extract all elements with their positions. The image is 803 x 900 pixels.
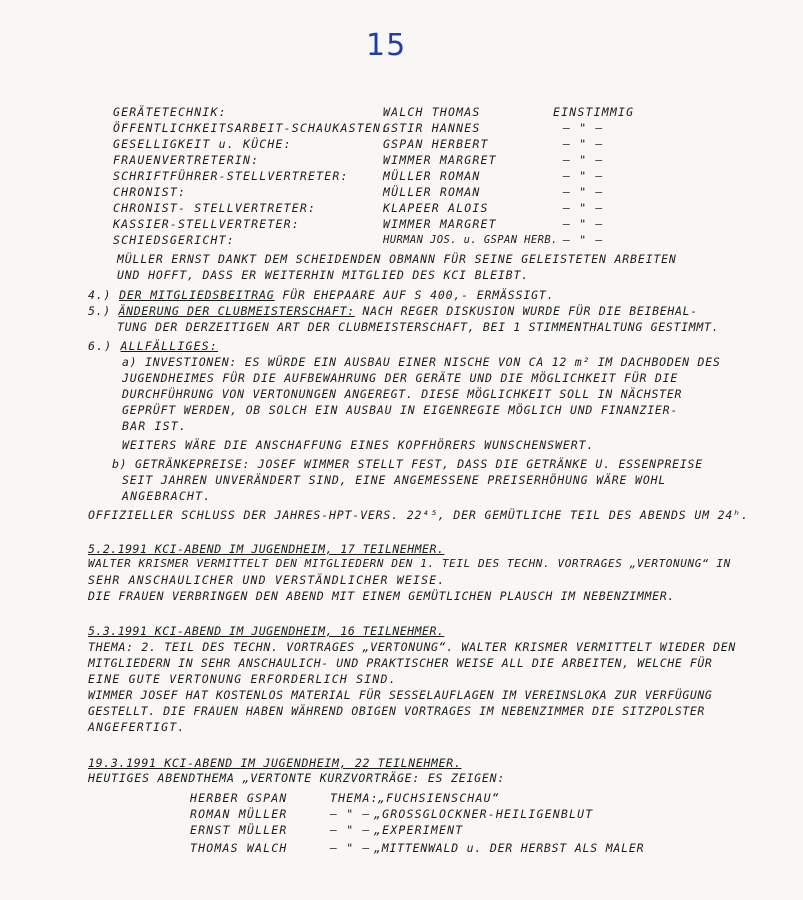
- role-label: CHRONIST- STELLVERTRETER:: [113, 201, 317, 215]
- role-label: GERÄTETECHNIK:: [113, 105, 227, 119]
- talk-presenter: ROMAN MÜLLER: [190, 807, 288, 821]
- vote-result: — " —: [563, 137, 604, 151]
- vote-result: — " —: [563, 217, 604, 231]
- talk-presenter: THOMAS WALCH: [190, 841, 288, 855]
- vote-result: — " —: [563, 153, 604, 167]
- item-6a-line: JUGENDHEIMES FÜR DIE AUFBEWAHRUNG DER GERÄTE UND DIE MÖGLICHKEIT FÜR DIE: [122, 371, 679, 385]
- official-name: WIMMER MARGRET: [383, 153, 497, 167]
- vote-result: — " —: [563, 185, 604, 199]
- talk-presenter: ERNST MÜLLER: [190, 823, 288, 837]
- item-6a-line: BAR IST.: [122, 419, 187, 433]
- entry-line: SEHR ANSCHAULICHER UND VERSTÄNDLICHER WEISE.: [88, 573, 446, 587]
- role-label: KASSIER-STELLVERTRETER:: [113, 217, 300, 231]
- item-6a-line: DURCHFÜHRUNG VON VERTONUNGEN ANGEREGT. DIESE MÖGLICHKEIT SOLL IN NÄCHSTER: [122, 387, 683, 401]
- vote-result: — " —: [563, 121, 604, 135]
- entry-intro: HEUTIGES ABENDTHEMA „VERTONTE KURZVORTRÄGE: ES ZEIGEN:: [88, 771, 506, 785]
- item-6a-line: GEPRÜFT WERDEN, OB SOLCH EIN AUSBAU IN EIGENREGIE MÖGLICH UND FINANZIER-: [122, 403, 679, 417]
- official-name: GSTIR HANNES: [383, 121, 481, 135]
- entry-line: THEMA: 2. TEIL DES TECHN. VORTRAGES „VERTONUNG“. WALTER KRISMER VERMITTELT WIEDER DEN: [88, 640, 737, 654]
- thanks-line: UND HOFFT, DASS ER WEITERHIN MITGLIED DES KCI BLEIBT.: [117, 268, 529, 282]
- vote-result: — " —: [563, 201, 604, 215]
- item-6b: b) GETRÄNKEPREISE: JOSEF WIMMER STELLT FEST, DASS DIE GETRÄNKE U. ESSENPREISE: [112, 457, 703, 471]
- item-6a-extra: WEITERS WÄRE DIE ANSCHAFFUNG EINES KOPFHÖRERS WUNSCHENSWERT.: [122, 438, 595, 452]
- agenda-item-5: [88, 303, 698, 319]
- talk-label: THEMA:: [330, 791, 379, 805]
- official-name: WALCH THOMAS: [383, 105, 481, 119]
- talk-label: — " —: [330, 841, 371, 855]
- item-number: 6.): [88, 339, 113, 353]
- entry-line: WIMMER JOSEF HAT KOSTENLOS MATERIAL FÜR SESSELAUFLAGEN IM VEREINSLOKA ZUR VERFÜGUNG: [88, 688, 713, 702]
- entry-line: GESTELLT. DIE FRAUEN HABEN WÄHREND OBIGEN VORTRAGES IM NEBENZIMMER DIE SITZPOLSTER: [88, 704, 705, 718]
- talk-topic: „EXPERIMENT: [374, 823, 464, 837]
- item-6b-line: SEIT JAHREN UNVERÄNDERT SIND, EINE ANGEMESSENE PREISERHÖHUNG WÄRE WOHL: [122, 473, 667, 487]
- talk-topic: „FUCHSIENSCHAU“: [378, 791, 500, 805]
- agenda-item-5-cont: TUNG DER DERZEITIGEN ART DER CLUBMEISTERSCHAFT, BEI 1 STIMMENTHALTUNG GESTIMMT.: [117, 320, 720, 334]
- item-title: ALLFÄLLIGES:: [120, 339, 218, 353]
- agenda-item-6: [88, 338, 218, 354]
- role-label: CHRONIST:: [113, 185, 187, 199]
- vote-result: — " —: [563, 233, 604, 247]
- entry-line: EINE GUTE VERTONUNG ERFORDERLICH SIND.: [88, 672, 397, 686]
- item-title: ÄNDERUNG DER CLUBMEISTERSCHAFT:: [118, 304, 355, 318]
- role-label: GESELLIGKEIT u. KÜCHE:: [113, 137, 292, 151]
- vote-result: EINSTIMMIG: [553, 105, 635, 119]
- item-6a: a) INVESTIONEN: ES WÜRDE EIN AUSBAU EINER NISCHE VON CA 12 m² IM DACHBODEN DES: [122, 355, 721, 369]
- role-label: ÖFFENTLICHKEITSARBEIT-SCHAUKASTEN:: [113, 121, 390, 135]
- talk-label: — " —: [330, 807, 371, 821]
- vote-result: — " —: [563, 169, 604, 183]
- closing-line: OFFIZIELLER SCHLUSS DER JAHRES-HPT-VERS. 22⁴⁵, DER GEMÜTLICHE TEIL DES ABENDS UM 24ʰ.: [88, 508, 749, 522]
- item-number: 5.): [88, 304, 111, 318]
- official-name: HURMAN JOS. u. GSPAN HERB.: [383, 234, 558, 246]
- entry-heading: 5.2.1991 KCI-ABEND IM JUGENDHEIM, 17 TEILNEHMER.: [88, 542, 445, 556]
- item-text: FÜR EHEPAARE AUF S 400,- ERMÄSSIGT.: [274, 288, 555, 302]
- role-label: SCHRIFTFÜHRER-STELLVERTRETER:: [113, 169, 349, 183]
- official-name: KLAPEER ALOIS: [383, 201, 489, 215]
- role-label: SCHIEDSGERICHT:: [113, 233, 235, 247]
- entry-line: ANGEFERTIGT.: [88, 720, 186, 734]
- talk-topic: „GROSSGLOCKNER-HEILIGENBLUT: [374, 807, 594, 821]
- agenda-item-4: [88, 287, 554, 303]
- role-label: FRAUENVERTRETERIN:: [113, 153, 260, 167]
- entry-line: MITGLIEDERN IN SEHR ANSCHAULICH- UND PRAKTISCHER WEISE ALL DIE ARBEITEN, WELCHE FÜR: [88, 656, 713, 670]
- talk-presenter: HERBER GSPAN: [190, 791, 288, 805]
- entry-heading: 5.3.1991 KCI-ABEND IM JUGENDHEIM, 16 TEILNEHMER.: [88, 624, 445, 638]
- entry-heading: 19.3.1991 KCI-ABEND IM JUGENDHEIM, 22 TEILNEHMER.: [88, 756, 462, 770]
- talk-topic: „MITTENWALD u. DER HERBST ALS MALER: [374, 841, 645, 855]
- entry-line: DIE FRAUEN VERBRINGEN DEN ABEND MIT EINEM GEMÜTLICHEN PLAUSCH IM NEBENZIMMER.: [88, 589, 676, 603]
- item-6b-line: ANGEBRACHT.: [122, 489, 212, 503]
- entry-line: WALTER KRISMER VERMITTELT DEN MITGLIEDERN DEN 1. TEIL DES TECHN. VORTRAGES „VERTONUNG“ IN: [88, 557, 731, 570]
- official-name: MÜLLER ROMAN: [383, 185, 481, 199]
- thanks-line: MÜLLER ERNST DANKT DEM SCHEIDENDEN OBMANN FÜR SEINE GELEISTETEN ARBEITEN: [117, 252, 677, 266]
- item-title: DER MITGLIEDSBEITRAG: [119, 288, 275, 302]
- item-number: 4.): [88, 288, 112, 302]
- talk-label: — " —: [330, 823, 371, 837]
- item-text: NACH REGER DISKUSION WURDE FÜR DIE BEIBEHAL-: [354, 304, 698, 318]
- official-name: WIMMER MARGRET: [383, 217, 497, 231]
- official-name: GSPAN HERBERT: [383, 137, 489, 151]
- page-number: 15: [366, 28, 407, 63]
- official-name: MÜLLER ROMAN: [383, 169, 481, 183]
